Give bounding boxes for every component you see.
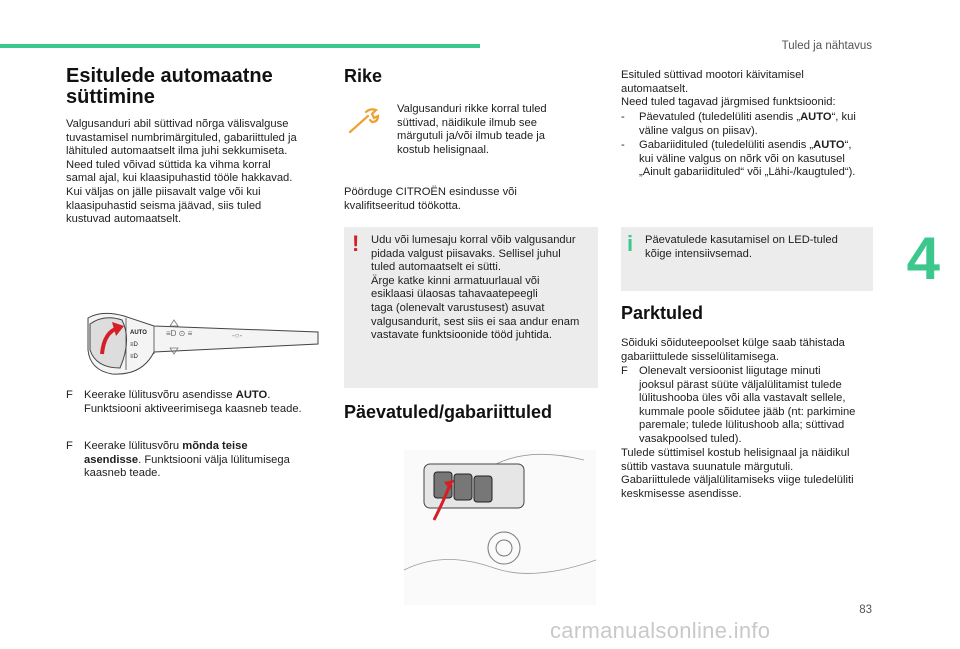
warning-text: Udu või lumesaju korral võib valgusandur pidada valgust piisavaks. Sellisel juhul tuled automaatselt ei sütti. Ärge katke kinni armatuurlaual või esiklaasi ülaosas tahavaatepeegli taga (olenevalt varustusest) asuvat valgusandurit, sest siis ei saa andur enam vastavate funktsioonide tööd juhtida. [371,234,580,342]
wrench-icon [344,106,386,136]
warning-box [344,227,598,388]
drl-item-sidelights: - Gabariidituled (tuledelüliti asendis „AUTO“, kui väline valgus on nõrk või on kasutusel „Ainult gabariidituled“ või „Lähi-/kaugtuled“). [621,139,856,179]
warning-icon: ! [352,231,360,256]
step-marker: F [66,389,73,401]
stalk-ring-label: -○- [232,331,243,340]
drl-item-daytime: - Päevatuled (tuledelüliti asendis „AUTO“, kui väline valgus on piisav). [621,111,856,137]
stalk-lowbeam-label: ≡D [130,342,138,348]
watermark: carmanualsonline.info [550,618,771,643]
stalk-symbols-label: ≡D ⊙ ≡ [166,329,193,338]
fault-description: Valgusanduri rikke korral tuled süttivad, näidikule ilmub see märgutuli ja/või ilmub teade ja kostub helisignaal. [397,103,547,156]
chapter-number: 4 [906,225,940,292]
stalk-parking-label: ≡D [130,354,138,360]
section-header: Tuled ja nähtavus [781,40,872,52]
lighting-stalk-drawing [82,310,324,380]
info-text: Päevatulede kasutamisel on LED-tuled kõige intensiivsemad. [645,234,838,260]
parking-outro: Tulede süttimisel kostub helisignaal ja näidikul süttib vastava suunatule märgutuli. Gabariittulede väljalülitamiseks viige tuledelüliti keskmisesse asendisse. [621,447,854,500]
title-parking-lights: Parktuled [621,303,704,323]
step-marker: F [66,440,73,452]
top-accent-bar [0,44,480,48]
fault-contact: Pöörduge CITROËN esindusse või kvalifitseeritud töökotta. [344,186,517,212]
step-auto-deactivate: F Keerake lülitusvõru mõnda teise asendisse. Funktsiooni välja lülitumisega kaasneb teade. [66,440,290,480]
switch-panel-drawing [404,450,596,605]
parking-step: F Olenevalt versioonist liigutage minuti jooksul pärast süüte väljalülitamist tulede lülitushooba üles või alla vastavalt sellele, kummale poole sõidutee jääb (nt: parkimine paremale; tulede lülitushoob alla; süttivad vasakpoolsed tuled). [621,365,856,445]
step-auto-activate: F Keerake lülitusvõru asendisse AUTO. Funktsiooni aktiveerimisega kaasneb teade. [66,389,302,415]
page-number: 83 [859,604,872,616]
title-auto-headlights: Esitulede automaatne süttimine [66,65,273,108]
info-box [621,227,873,291]
auto-headlights-intro: Valgusanduri abil süttivad nõrga välisvalguse tuvastamisel numbrimärgituled, gabariittuled ja lähituled automaatselt ilma juhi sekkumiseta. Need tuled võivad süttida ka vihma korral samal ajal, kui klaasipuhastid tööle hakkavad. Kui väljas on jälle piisavalt valge või kui klaasipuhastid seisma jäävad, siis tuled kustuvad automaatselt. [66,118,297,226]
parking-intro: Sõiduki sõiduteepoolset külge saab tähistada gabariittulede sisselülitamisega. [621,337,845,363]
light-switch-illustration [404,450,596,605]
title-fault: Rike [344,66,383,86]
drl-intro: Esituled süttivad mootori käivitamisel automaatselt. Need tuled tagavad järgmised funktsioonid: [621,69,836,109]
lighting-stalk-illustration [82,310,324,380]
stalk-auto-label: AUTO [130,330,147,336]
info-icon: i [627,231,634,256]
title-drl: Päevatuled/gabariittuled [344,402,553,422]
